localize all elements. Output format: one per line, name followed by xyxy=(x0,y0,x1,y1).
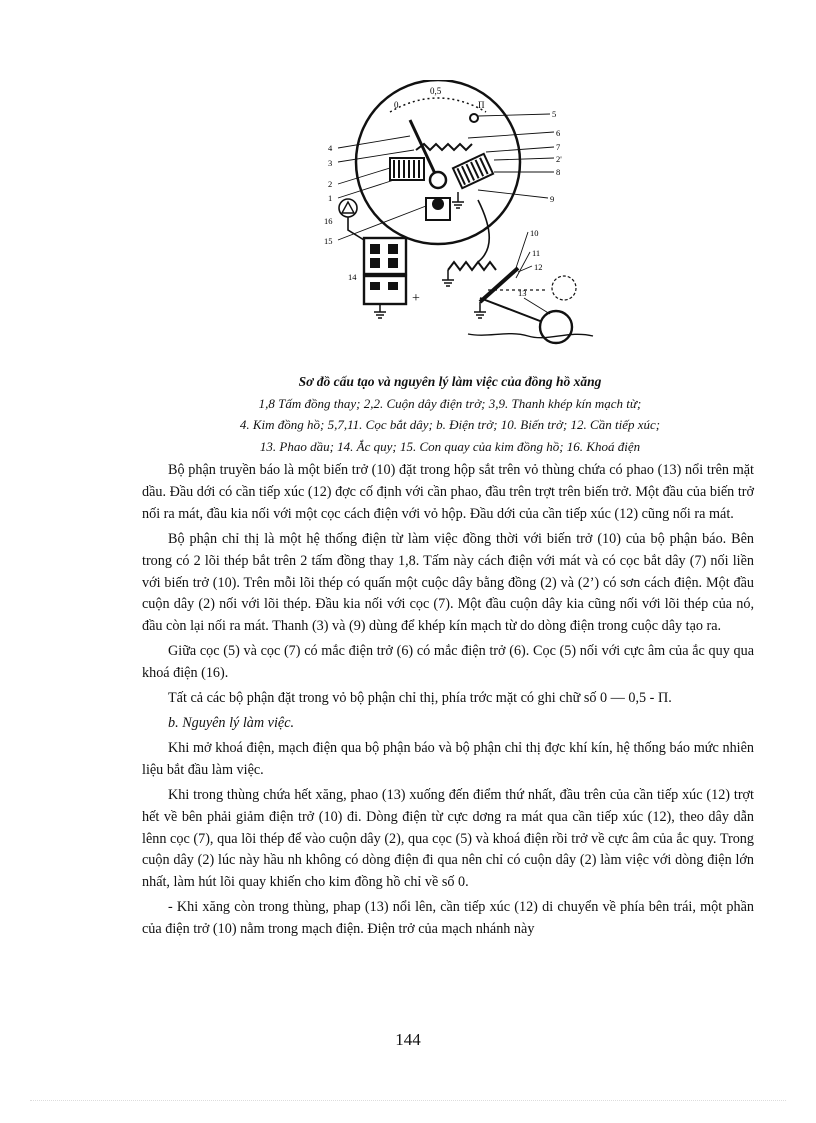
callout-label: 3 xyxy=(328,158,333,168)
battery-cell xyxy=(388,282,398,290)
fuel-surface xyxy=(468,334,593,338)
paragraph: Bộ phận truyền báo là một biến trở (10) đặt trong hộp sắt trên vỏ thùng chứa có phao (13) nổi trên mặt dầu. Đầu dới có cần tiếp xúc (12) đợc cố định với cần phao, đầu trên trợt trên biến trở. Một đầu của biến trở nối ra mát, đầu kia nối với một cọc cách điện với vỏ hộp. Đầu dới của cần tiếp xúc (12) cũng nối ra mát. xyxy=(142,462,754,522)
ground-symbol xyxy=(374,304,386,318)
paragraph: Bộ phận chỉ thị là một hệ thống điện từ làm việc đồng thời với biến trở (10) của bộ phận báo. Bên trong có 2 lõi thép bắt trên 2 tấm đồng thay 1,8. Tấm này cách điện với mát và có cọc bắt dây (7) nối liền với biến trở (10). Trên mỗi lõi thép có quấn một cuộc dây bằng đồng (2) và (2’) có sơn cách điện. Một đầu cuộn dây (2) nối với lõi thép. Đầu kia nối với cọc (7). Một đầu cuộn dây kia cũng nối với lõi thép của nó, đầu còn lại nối ra mát. Thanh (3) và (9) dùng để khép kín mạch từ do dòng điện trong cuộc dây tạo ra. xyxy=(142,530,754,635)
callout-label: 11 xyxy=(532,248,541,258)
callout-label: 2 xyxy=(328,179,333,189)
callout-label: 16 xyxy=(324,216,333,226)
gauge-label-zero: 0 xyxy=(394,100,399,110)
page-number: 144 xyxy=(395,1030,421,1049)
callout-label: 12 xyxy=(534,262,543,272)
callout-label: 6 xyxy=(556,128,561,138)
callout-label: 5 xyxy=(552,109,557,119)
fuel-gauge-diagram xyxy=(318,80,598,355)
figure-caption-line: 13. Phao dầu; 14. Ắc quy; 15. Con quay của kim đồng hồ; 16. Khoá điện xyxy=(259,439,641,454)
battery-plus-sign: + xyxy=(412,291,420,306)
battery-cell xyxy=(370,258,380,268)
callout-label: 15 xyxy=(324,236,333,246)
body-text xyxy=(142,460,754,944)
figure-caption-line: 4. Kim đồng hồ; 5,7,11. Cọc bắt dây; b. Điện trở; 10. Biến trở; 12. Cần tiếp xúc; xyxy=(239,417,661,432)
callout-label: 9 xyxy=(550,194,555,204)
rotor-pivot xyxy=(430,172,446,188)
gauge-label-full: Π xyxy=(478,100,485,110)
battery-cell xyxy=(370,244,380,254)
rotor-core xyxy=(432,198,444,210)
ground-symbol xyxy=(474,302,486,318)
callout-label: 14 xyxy=(348,272,357,282)
terminal-5 xyxy=(470,114,478,122)
section-heading: b. Nguyên lý làm việc. xyxy=(168,714,295,731)
callout-label: 8 xyxy=(556,167,561,177)
float-upper-position xyxy=(552,276,576,300)
battery-cell xyxy=(388,244,398,254)
ground-symbol xyxy=(452,192,464,208)
callout-label: 7 xyxy=(556,142,561,152)
callout-label: 10 xyxy=(530,228,539,238)
callout-label: 4 xyxy=(328,143,333,153)
figure-caption-line: 1,8 Tấm đồng thay; 2,2. Cuộn dây điện trở; 3,9. Thanh khép kín mạch từ; xyxy=(258,396,642,411)
footer-divider xyxy=(30,1100,786,1101)
ground-symbol xyxy=(442,270,454,286)
gauge-scale xyxy=(390,98,486,112)
ignition-key-triangle xyxy=(342,202,354,213)
callout-label: 13 xyxy=(518,288,527,298)
paragraph: Khi trong thùng chứa hết xăng, phao (13) xuống đến điểm thứ nhất, đầu trên của cần tiếp xúc (12) trợt hết về bên phải giảm điện trở (10) đi. Dòng điện từ cực dơng ra mát qua cần tiếp xúc (12), theo dây dẫn lênn cọc (7), qua lõi thép để vào cuộn dây (2), qua cọc (5) và khoá điện rồi trở về cực âm của ắc quy. Trong cuộn dây (2) lúc này hầu nh không có dòng điện đi qua nên chỉ có cuộn dây (2) làm việc với dòng điện lớn nhất, làm hút lõi quay khiến cho kim đồng hồ chỉ về số 0. xyxy=(142,786,754,891)
callout-label: 2' xyxy=(556,154,562,164)
contact-lever-12 xyxy=(480,268,518,302)
callout-label: 1 xyxy=(328,193,333,203)
battery-upper xyxy=(364,238,406,274)
paragraph: - Khi xăng còn trong thùng, phap (13) nổi lên, cần tiếp xúc (12) di chuyển về phía bên trái, một phần của điện trở (10) nằm trong mạch điện. Điện trở của mạch nhánh này xyxy=(142,899,754,938)
paragraph: Giữa cọc (5) và cọc (7) có mắc điện trở (6) có mắc điện trở (6). Cọc (5) nối với cực âm của ắc quy qua khoá điện (16). xyxy=(142,643,754,682)
battery-cell xyxy=(388,258,398,268)
figure-caption-title: Sơ đồ cấu tạo và nguyên lý làm việc của đồng hồ xăng xyxy=(298,374,602,389)
battery-cell xyxy=(370,282,380,290)
rheostat-10 xyxy=(448,262,496,270)
gauge-label-half: 0,5 xyxy=(430,86,442,96)
paragraph: Khi mở khoá điện, mạch điện qua bộ phận báo và bộ phận chỉ thị đợc khí kín, hệ thống báo mức nhiên liệu bắt đầu làm việc. xyxy=(142,739,754,778)
wire xyxy=(348,217,364,240)
paragraph: Tất cả các bộ phận đặt trong vỏ bộ phận chỉ thị, phía trớc mặt có ghi chữ số 0 — 0,5 - Π. xyxy=(168,690,672,707)
